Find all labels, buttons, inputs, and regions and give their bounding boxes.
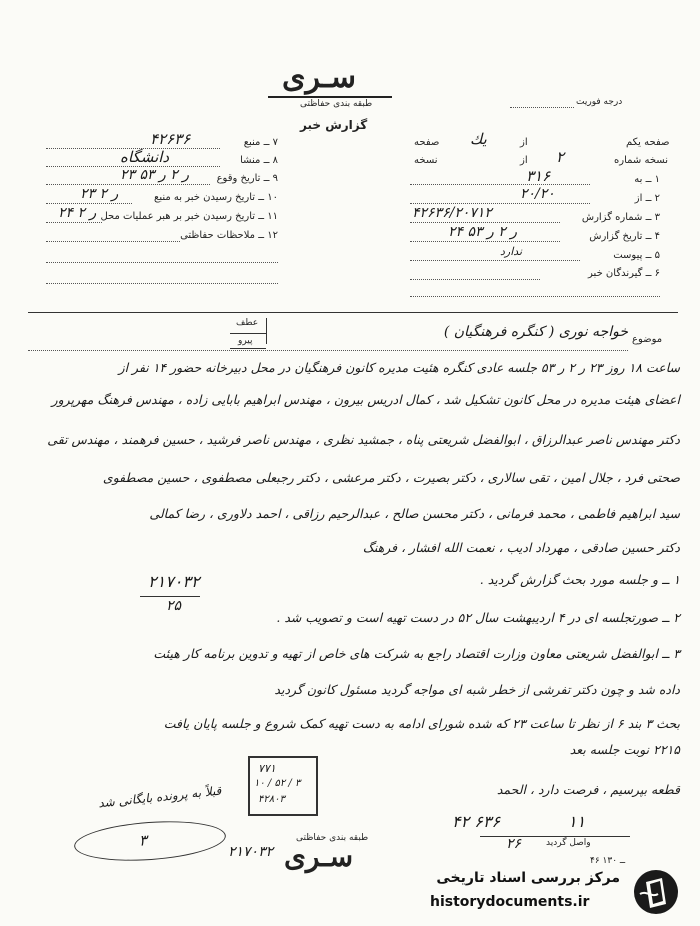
classification-label-bottom: طبقه بندى حفاظتى bbox=[296, 833, 369, 843]
archive-stamp: ۷۷۱ ۱۰ / ۵۲ / ۳ ۴۲۸۰۳ bbox=[248, 756, 318, 816]
field-value: ۲۴ ر ۲ bbox=[58, 205, 97, 221]
body-line: دکتر حسین صادقی ، مهرداد ادیب ، نعمت الله افشار ، فرهنگ bbox=[362, 540, 680, 555]
field-value: ۲۳ ر ۲ bbox=[80, 186, 119, 202]
field-value: ۴۲۶۳۶ bbox=[150, 130, 191, 148]
stamp-underline bbox=[268, 96, 392, 98]
body-line: ۲ ــ صورتجلسه ای در ۴ اردیبهشت سال ۵۲ در دست تهیه است و تصویب شد . bbox=[276, 610, 680, 625]
body-line: ۲۲۱۵ نوبت جلسه بعد bbox=[569, 742, 680, 757]
divider bbox=[28, 312, 678, 313]
field-value: يك bbox=[470, 130, 487, 148]
received-number: ۲۶ bbox=[506, 836, 522, 852]
ref-label-peyro: پيرو bbox=[238, 336, 253, 346]
field-value: ۲۰/۲۰ bbox=[520, 186, 555, 202]
watermark-logo-icon bbox=[632, 868, 680, 916]
ref-label-atf: عطف bbox=[236, 318, 259, 328]
body-line: سید ابراهیم فاطمی ، محمد فرمانی ، دکتر محسن صالح ، عبدالرحیم رزاقی ، احمد دلاوری ، رضا کمالی bbox=[149, 506, 680, 521]
field-label: ۲ ــ از bbox=[634, 193, 660, 204]
body-line: اعضای هیئت مدیره در محل کانون تشکیل شد ، کمال ادریس بیرون ، مهندس ابراهیم بابایی زاده ، مهندس فرهنگ مهرپرور bbox=[51, 392, 680, 407]
subject-label: موضوع bbox=[632, 334, 663, 345]
field-value: ۲۳ ر ۲ ر ۵۳ bbox=[120, 167, 189, 183]
classification-stamp-top: سـرى bbox=[282, 60, 356, 95]
field-label: صفحه يكم bbox=[626, 137, 670, 148]
subject-text: خواجه نوری ( کنگره فرهنگیان ) bbox=[443, 324, 628, 340]
body-line: ۳ ــ ابوالفضل شریعتی معاون وزارت اقتصاد راجع به شرکت های خاص از تهیه و تدوین برنامه کار هیئت bbox=[153, 646, 680, 661]
field-label: ۸ ــ منشا bbox=[240, 155, 278, 166]
field-value: ندارد bbox=[500, 245, 523, 258]
field-label: ۱۲ ــ ملاحظات حفاظتى bbox=[180, 230, 278, 241]
body-line: بحث ۳ بند ۶ از نظر تا ساعت ۲۳ که شده شورای ادامه به دست تهیه کمک شروع و جلسه پایان یافت bbox=[163, 716, 680, 731]
watermark-url: historydocuments.ir bbox=[430, 894, 590, 910]
body-line: داده شد و چون دکتر تفرشی از خطر شبه ای مواجه گردید مسئول کانون گردید bbox=[274, 682, 680, 697]
margin-ref-sub: ۲۵ bbox=[166, 598, 182, 614]
field-value: ۲ bbox=[556, 148, 565, 166]
field-label: ۷ ــ منبع bbox=[243, 137, 278, 148]
field-label: ۹ ــ تاريخ وقوع bbox=[216, 173, 278, 184]
registration-code-2: ۱۱ bbox=[568, 812, 586, 831]
field-value: ۲۴ ر ۲ ر ۵۳ bbox=[448, 224, 517, 240]
field-label: ۱۰ ــ تاريخ رسيدن خبر به منبع bbox=[154, 192, 278, 203]
registration-code: ۴۲ ۶۳۶ bbox=[452, 812, 501, 831]
priority-label: درجه فوريت bbox=[576, 97, 623, 107]
margin-ref-number: ۲۱۷۰۳۲ bbox=[148, 572, 200, 591]
received-label: واصل گردید bbox=[546, 838, 591, 848]
body-line: صحتی فرد ، جلال امین ، تقی سالاری ، دکتر بصیرت ، دکتر مرعشی ، دکتر رجبعلی مصطفوی ، حسین مصطفوی bbox=[102, 470, 680, 485]
circled-number: ۳ bbox=[73, 817, 227, 866]
form-number: ۴۶ ــ ۱۳۰ bbox=[590, 856, 626, 866]
field-label: ۳ ــ شماره گزارش bbox=[581, 212, 660, 223]
field-label: ۶ ــ گيرندگان خبر bbox=[588, 268, 660, 279]
field-label: ۱۱ ــ تاريخ رسيدن خبر بر هبر عمليات محل bbox=[100, 211, 278, 222]
body-line: ساعت ۱۸ روز ۲۳ ر ۲ ر ۵۳ جلسه عادی کنگره هئیت مدیره کانون فرهنگیان در محل دبیرخانه حضور ۱۴ نفر از bbox=[118, 360, 680, 375]
bottom-ref-number: ۲۱۷۰۳۲ bbox=[228, 844, 274, 860]
body-line: ۱ ــ و جلسه مورد بحث گزارش گردید . bbox=[479, 572, 680, 587]
body-line: قطعه بپرسیم ، فرصت دارد ، الحمد bbox=[496, 782, 680, 797]
document-page: سـرى طبقه بندى حفاظتى گزارش خبر درجه فوريت ۷ ــ منبع ۴۲۶۳۶ ۸ ــ منشا دانشگاه ۹ ــ تاريخ وقوع ۲۳ ر ۲ ر ۵۳ ۱۰ ــ تاريخ رسيدن خبر به منبع ۲۳ ر ۲ ۱۱ ــ تاريخ رسيدن خبر بر هبر عمليات محل ۲۴ ر ۲ ۱۲ ــ ملاحظات حفاظتى صفحه يكم از يك صفحه نسخه شماره از ۲ نسخه ۱ ــ به ۳۱۶ ۲ ــ از ۲۰/۲۰ ۳ ــ شماره گزارش ۴۲۶۳۶/۲۰۷۱۲ ۴ ــ تاريخ گزارش ۲۴ ر ۲ ر ۵۳ ۵ ــ پيوست ندارد ۶ ــ گيرندگان خبر عطف پيرو موضوع خواجه نوری ( کنگره فرهنگیان ) ساعت ۱۸ روز ۲۳ ر ۲ ر ۵۳ جلسه عادی کنگره هئیت مدیره کانون فرهنگیان در محل دبیرخانه حضور ۱۴ نفر از اعضای هیئت مدیره در محل کانون تشکیل شد ، کمال ادریس بیرون ، مهندس ابراهیم بابایی زاده ، مهندس فرهنگ مهرپرور دکتر مهندس ناصر عبدالرزاق ، ابوالفضل شریعتی پناه ، جمشید نظری ، مهندس ناصر فرشید ، حسین فرهمند ، مهندس تقی صحتی فرد ، جلال امین ، تقی سالاری ، دکتر بصیرت ، دکتر مرعشی ، دکتر رجبعلی مصطفوی ، حسین مصطفوی سید ابراهیم فاطمی ، محمد فرمانی ، دکتر محسن صالح ، عبدالرحیم رزاقی ، احمد دلاوری ، رضا کمالی دکتر حسین صادقی ، مهرداد ادیب ، نعمت الله افشار ، فرهنگ ۱ ــ و جلسه مورد بحث گزارش گردید . ۲ ــ صورتجلسه ای در ۴ اردیبهشت سال ۵۲ در دست تهیه است و تصویب شد . ۳ ــ ابوالفضل شریعتی معاون وزارت اقتصاد راجع به شرکت های خاص از تهیه و تدوین برنامه کار هیئت داده شد و چون دکتر تفرشی از خطر شبه ای مواجه گردید مسئول کانون گردید بحث ۳ بند ۶ از نظر تا ساعت ۲۳ که شده شورای ادامه به دست تهیه کمک شروع و جلسه پایان یافت ۲۲۱۵ نوبت جلسه بعد قطعه بپرسیم ، فرصت دارد ، الحمد ۲۱۷۰۳۲ ۲۵ ۷۷۱ ۱۰ / ۵۲ / ۳ ۴۲۸۰۳ قبلاً به پرونده بایگانی شد ۳ طبقه بندى حفاظتى سـرى ۲۱۷۰۳۲ ۴۲ ۶۳۶ ۱۱ واصل گردید ۲۶ ۴۶ ــ ۱۳۰ مرکز بررسی اسناد تاریخی historydocuments.ir bbox=[0, 0, 700, 926]
field-value: ۳۱۶ bbox=[526, 167, 551, 185]
archived-note: قبلاً به پرونده بایگانی شد bbox=[97, 783, 222, 811]
field-label: نسخه شماره bbox=[614, 155, 668, 166]
field-value: دانشگاه bbox=[120, 148, 170, 166]
watermark-org-name: مرکز بررسی اسناد تاریخی bbox=[436, 870, 620, 886]
field-value: ۴۲۶۳۶/۲۰۷۱۲ bbox=[412, 205, 492, 221]
report-title: گزارش خبر bbox=[300, 118, 368, 132]
body-line: دکتر مهندس ناصر عبدالرزاق ، ابوالفضل شریعتی پناه ، جمشید نظری ، مهندس ناصر فرشید ، حسین فرهمند ، مهندس تقی bbox=[47, 432, 680, 447]
field-label: ۱ ــ به bbox=[634, 174, 660, 185]
classification-label-top: طبقه بندى حفاظتى bbox=[300, 99, 373, 109]
classification-stamp-bottom: سـرى bbox=[284, 840, 354, 873]
field-label: ۴ ــ تاريخ گزارش bbox=[589, 231, 660, 242]
field-label: ۵ ــ پيوست bbox=[613, 250, 660, 261]
